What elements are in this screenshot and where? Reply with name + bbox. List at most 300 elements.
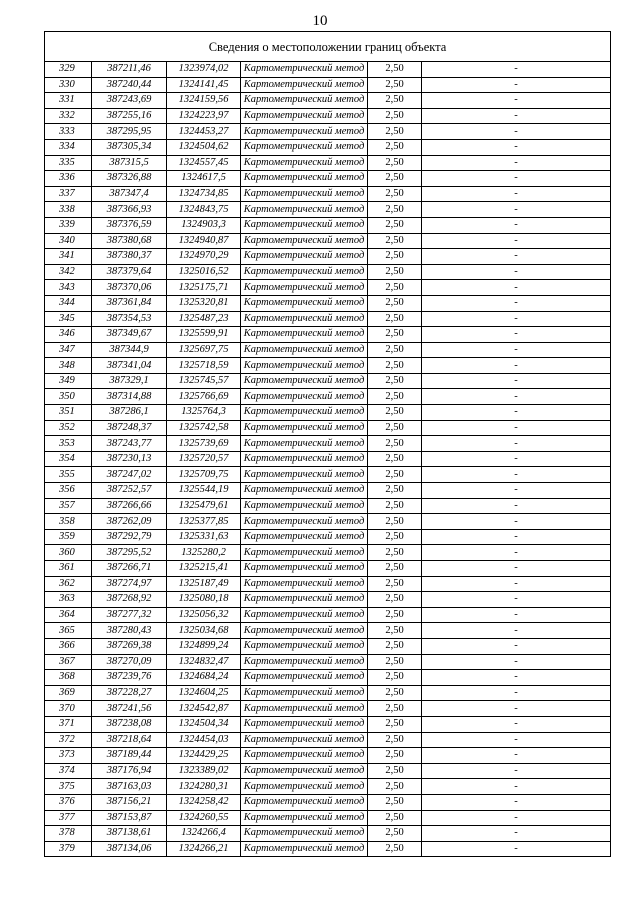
accuracy-cell: 2,50 [368, 108, 422, 124]
x-coordinate-cell: 387380,68 [92, 233, 167, 249]
method-cell: Картометрический метод [241, 451, 368, 467]
x-coordinate-cell: 387354,53 [92, 311, 167, 327]
point-number-cell: 358 [45, 514, 92, 530]
y-coordinate-cell: 1324280,31 [167, 779, 241, 795]
method-cell: Картометрический метод [241, 124, 368, 140]
y-coordinate-cell: 1324454,03 [167, 732, 241, 748]
method-cell: Картометрический метод [241, 592, 368, 608]
table-row [45, 93, 611, 109]
y-coordinate-cell: 1325742,58 [167, 420, 241, 436]
table-row [45, 217, 611, 233]
x-coordinate-cell: 387266,66 [92, 498, 167, 514]
accuracy-cell: 2,50 [368, 280, 422, 296]
table-row [45, 108, 611, 124]
method-cell: Картометрический метод [241, 108, 368, 124]
description-cell: - [422, 561, 611, 577]
table-row [45, 358, 611, 374]
x-coordinate-cell: 387274,97 [92, 576, 167, 592]
x-coordinate-cell: 387252,57 [92, 483, 167, 499]
y-coordinate-cell: 1325697,75 [167, 342, 241, 358]
x-coordinate-cell: 387163,03 [92, 779, 167, 795]
accuracy-cell: 2,50 [368, 607, 422, 623]
table-row [45, 186, 611, 202]
accuracy-cell: 2,50 [368, 576, 422, 592]
description-cell: - [422, 124, 611, 140]
x-coordinate-cell: 387247,02 [92, 467, 167, 483]
method-cell: Картометрический метод [241, 498, 368, 514]
point-number-cell: 348 [45, 358, 92, 374]
section-title: Сведения о местоположении границ объекта [45, 32, 611, 62]
description-cell: - [422, 389, 611, 405]
point-number-cell: 346 [45, 327, 92, 343]
point-number-cell: 372 [45, 732, 92, 748]
method-cell: Картометрический метод [241, 748, 368, 764]
x-coordinate-cell: 387238,08 [92, 716, 167, 732]
y-coordinate-cell: 1325016,52 [167, 264, 241, 280]
accuracy-cell: 2,50 [368, 327, 422, 343]
method-cell: Картометрический метод [241, 467, 368, 483]
x-coordinate-cell: 387243,69 [92, 93, 167, 109]
x-coordinate-cell: 387176,94 [92, 763, 167, 779]
table-row [45, 561, 611, 577]
description-cell: - [422, 732, 611, 748]
description-cell: - [422, 217, 611, 233]
method-cell: Картометрический метод [241, 701, 368, 717]
accuracy-cell: 2,50 [368, 638, 422, 654]
y-coordinate-cell: 1324504,62 [167, 139, 241, 155]
accuracy-cell: 2,50 [368, 342, 422, 358]
y-coordinate-cell: 1325056,32 [167, 607, 241, 623]
y-coordinate-cell: 1325034,68 [167, 623, 241, 639]
description-cell: - [422, 77, 611, 93]
accuracy-cell: 2,50 [368, 841, 422, 857]
accuracy-cell: 2,50 [368, 93, 422, 109]
accuracy-cell: 2,50 [368, 763, 422, 779]
x-coordinate-cell: 387277,32 [92, 607, 167, 623]
point-number-cell: 361 [45, 561, 92, 577]
point-number-cell: 333 [45, 124, 92, 140]
accuracy-cell: 2,50 [368, 124, 422, 140]
table-row [45, 139, 611, 155]
description-cell: - [422, 249, 611, 265]
table-row [45, 514, 611, 530]
x-coordinate-cell: 387156,21 [92, 794, 167, 810]
y-coordinate-cell: 1325280,2 [167, 545, 241, 561]
point-number-cell: 341 [45, 249, 92, 265]
point-number-cell: 369 [45, 685, 92, 701]
method-cell: Картометрический метод [241, 763, 368, 779]
x-coordinate-cell: 387255,16 [92, 108, 167, 124]
table-row [45, 77, 611, 93]
description-cell: - [422, 810, 611, 826]
method-cell: Картометрический метод [241, 670, 368, 686]
x-coordinate-cell: 387280,43 [92, 623, 167, 639]
point-number-cell: 366 [45, 638, 92, 654]
y-coordinate-cell: 1325764,3 [167, 405, 241, 421]
method-cell: Картометрический метод [241, 358, 368, 374]
point-number-cell: 334 [45, 139, 92, 155]
accuracy-cell: 2,50 [368, 405, 422, 421]
table-row [45, 670, 611, 686]
table-row [45, 779, 611, 795]
y-coordinate-cell: 1325331,63 [167, 529, 241, 545]
table-row [45, 249, 611, 265]
accuracy-cell: 2,50 [368, 155, 422, 171]
method-cell: Картометрический метод [241, 716, 368, 732]
y-coordinate-cell: 1323974,02 [167, 62, 241, 78]
x-coordinate-cell: 387239,76 [92, 670, 167, 686]
method-cell: Картометрический метод [241, 139, 368, 155]
x-coordinate-cell: 387268,92 [92, 592, 167, 608]
y-coordinate-cell: 1324734,85 [167, 186, 241, 202]
point-number-cell: 342 [45, 264, 92, 280]
point-number-cell: 345 [45, 311, 92, 327]
y-coordinate-cell: 1325215,41 [167, 561, 241, 577]
method-cell: Картометрический метод [241, 732, 368, 748]
accuracy-cell: 2,50 [368, 748, 422, 764]
x-coordinate-cell: 387315,5 [92, 155, 167, 171]
y-coordinate-cell: 1325544,19 [167, 483, 241, 499]
accuracy-cell: 2,50 [368, 233, 422, 249]
table-row [45, 607, 611, 623]
accuracy-cell: 2,50 [368, 483, 422, 499]
table-row [45, 748, 611, 764]
x-coordinate-cell: 387211,46 [92, 62, 167, 78]
accuracy-cell: 2,50 [368, 794, 422, 810]
description-cell: - [422, 529, 611, 545]
point-number-cell: 352 [45, 420, 92, 436]
accuracy-cell: 2,50 [368, 654, 422, 670]
point-number-cell: 371 [45, 716, 92, 732]
x-coordinate-cell: 387305,34 [92, 139, 167, 155]
y-coordinate-cell: 1324504,34 [167, 716, 241, 732]
table-row [45, 389, 611, 405]
description-cell: - [422, 420, 611, 436]
y-coordinate-cell: 1324141,45 [167, 77, 241, 93]
point-number-cell: 354 [45, 451, 92, 467]
description-cell: - [422, 607, 611, 623]
accuracy-cell: 2,50 [368, 62, 422, 78]
point-number-cell: 379 [45, 841, 92, 857]
accuracy-cell: 2,50 [368, 264, 422, 280]
accuracy-cell: 2,50 [368, 77, 422, 93]
method-cell: Картометрический метод [241, 623, 368, 639]
method-cell: Картометрический метод [241, 327, 368, 343]
description-cell: - [422, 701, 611, 717]
table-body [45, 62, 611, 857]
description-cell: - [422, 545, 611, 561]
y-coordinate-cell: 1324542,87 [167, 701, 241, 717]
x-coordinate-cell: 387270,09 [92, 654, 167, 670]
x-coordinate-cell: 387228,27 [92, 685, 167, 701]
y-coordinate-cell: 1324970,29 [167, 249, 241, 265]
method-cell: Картометрический метод [241, 62, 368, 78]
table-row [45, 592, 611, 608]
table-row [45, 467, 611, 483]
point-number-cell: 363 [45, 592, 92, 608]
x-coordinate-cell: 387230,13 [92, 451, 167, 467]
description-cell: - [422, 623, 611, 639]
y-coordinate-cell: 1325745,57 [167, 373, 241, 389]
page-number: 10 [312, 13, 328, 29]
description-cell: - [422, 467, 611, 483]
y-coordinate-cell: 1324266,21 [167, 841, 241, 857]
accuracy-cell: 2,50 [368, 561, 422, 577]
y-coordinate-cell: 1325709,75 [167, 467, 241, 483]
point-number-cell: 377 [45, 810, 92, 826]
point-number-cell: 355 [45, 467, 92, 483]
description-cell: - [422, 451, 611, 467]
table-row [45, 420, 611, 436]
method-cell: Картометрический метод [241, 155, 368, 171]
y-coordinate-cell: 1324260,55 [167, 810, 241, 826]
x-coordinate-cell: 387326,88 [92, 171, 167, 187]
method-cell: Картометрический метод [241, 514, 368, 530]
description-cell: - [422, 62, 611, 78]
description-cell: - [422, 358, 611, 374]
accuracy-cell: 2,50 [368, 217, 422, 233]
table-row [45, 701, 611, 717]
table-row [45, 638, 611, 654]
method-cell: Картометрический метод [241, 826, 368, 842]
description-cell: - [422, 779, 611, 795]
point-number-cell: 359 [45, 529, 92, 545]
method-cell: Картометрический метод [241, 576, 368, 592]
method-cell: Картометрический метод [241, 311, 368, 327]
point-number-cell: 335 [45, 155, 92, 171]
y-coordinate-cell: 1325599,91 [167, 327, 241, 343]
table-row [45, 124, 611, 140]
table-row [45, 451, 611, 467]
table-row [45, 826, 611, 842]
y-coordinate-cell: 1325739,69 [167, 436, 241, 452]
accuracy-cell: 2,50 [368, 545, 422, 561]
point-number-cell: 368 [45, 670, 92, 686]
method-cell: Картометрический метод [241, 373, 368, 389]
table-row [45, 841, 611, 857]
table-row [45, 295, 611, 311]
description-cell: - [422, 186, 611, 202]
table-row [45, 171, 611, 187]
method-cell: Картометрический метод [241, 171, 368, 187]
point-number-cell: 376 [45, 794, 92, 810]
x-coordinate-cell: 387349,67 [92, 327, 167, 343]
accuracy-cell: 2,50 [368, 529, 422, 545]
y-coordinate-cell: 1324266,4 [167, 826, 241, 842]
method-cell: Картометрический метод [241, 420, 368, 436]
x-coordinate-cell: 387329,1 [92, 373, 167, 389]
point-number-cell: 370 [45, 701, 92, 717]
accuracy-cell: 2,50 [368, 171, 422, 187]
x-coordinate-cell: 387379,64 [92, 264, 167, 280]
method-cell: Картометрический метод [241, 295, 368, 311]
y-coordinate-cell: 1325187,49 [167, 576, 241, 592]
description-cell: - [422, 654, 611, 670]
y-coordinate-cell: 1324159,56 [167, 93, 241, 109]
x-coordinate-cell: 387295,95 [92, 124, 167, 140]
description-cell: - [422, 576, 611, 592]
point-number-cell: 338 [45, 202, 92, 218]
accuracy-cell: 2,50 [368, 202, 422, 218]
description-cell: - [422, 155, 611, 171]
description-cell: - [422, 108, 611, 124]
table-row [45, 62, 611, 78]
point-number-cell: 349 [45, 373, 92, 389]
table-row [45, 327, 611, 343]
accuracy-cell: 2,50 [368, 670, 422, 686]
description-cell: - [422, 763, 611, 779]
y-coordinate-cell: 1324903,3 [167, 217, 241, 233]
method-cell: Картометрический метод [241, 249, 368, 265]
accuracy-cell: 2,50 [368, 311, 422, 327]
description-cell: - [422, 405, 611, 421]
table-row [45, 280, 611, 296]
method-cell: Картометрический метод [241, 233, 368, 249]
table-row [45, 794, 611, 810]
x-coordinate-cell: 387218,64 [92, 732, 167, 748]
table-row [45, 373, 611, 389]
x-coordinate-cell: 387286,1 [92, 405, 167, 421]
description-cell: - [422, 514, 611, 530]
table-row [45, 576, 611, 592]
y-coordinate-cell: 1325487,23 [167, 311, 241, 327]
x-coordinate-cell: 387269,38 [92, 638, 167, 654]
x-coordinate-cell: 387370,06 [92, 280, 167, 296]
table-row [45, 342, 611, 358]
accuracy-cell: 2,50 [368, 732, 422, 748]
point-number-cell: 330 [45, 77, 92, 93]
y-coordinate-cell: 1324617,5 [167, 171, 241, 187]
method-cell: Картометрический метод [241, 280, 368, 296]
description-cell: - [422, 841, 611, 857]
method-cell: Картометрический метод [241, 202, 368, 218]
y-coordinate-cell: 1324604,25 [167, 685, 241, 701]
accuracy-cell: 2,50 [368, 810, 422, 826]
point-number-cell: 347 [45, 342, 92, 358]
boundary-coordinates-table [44, 31, 611, 857]
description-cell: - [422, 716, 611, 732]
y-coordinate-cell: 1323389,02 [167, 763, 241, 779]
y-coordinate-cell: 1325080,18 [167, 592, 241, 608]
y-coordinate-cell: 1324940,87 [167, 233, 241, 249]
table-row [45, 763, 611, 779]
accuracy-cell: 2,50 [368, 451, 422, 467]
method-cell: Картометрический метод [241, 342, 368, 358]
point-number-cell: 373 [45, 748, 92, 764]
y-coordinate-cell: 1324453,27 [167, 124, 241, 140]
x-coordinate-cell: 387243,77 [92, 436, 167, 452]
description-cell: - [422, 93, 611, 109]
method-cell: Картометрический метод [241, 483, 368, 499]
accuracy-cell: 2,50 [368, 779, 422, 795]
x-coordinate-cell: 387376,59 [92, 217, 167, 233]
method-cell: Картометрический метод [241, 607, 368, 623]
table-row [45, 233, 611, 249]
y-coordinate-cell: 1325377,85 [167, 514, 241, 530]
y-coordinate-cell: 1324684,24 [167, 670, 241, 686]
method-cell: Картометрический метод [241, 561, 368, 577]
method-cell: Картометрический метод [241, 810, 368, 826]
point-number-cell: 353 [45, 436, 92, 452]
accuracy-cell: 2,50 [368, 358, 422, 374]
y-coordinate-cell: 1325720,57 [167, 451, 241, 467]
x-coordinate-cell: 387138,61 [92, 826, 167, 842]
method-cell: Картометрический метод [241, 436, 368, 452]
x-coordinate-cell: 387292,79 [92, 529, 167, 545]
accuracy-cell: 2,50 [368, 716, 422, 732]
point-number-cell: 375 [45, 779, 92, 795]
description-cell: - [422, 498, 611, 514]
accuracy-cell: 2,50 [368, 373, 422, 389]
description-cell: - [422, 342, 611, 358]
accuracy-cell: 2,50 [368, 420, 422, 436]
y-coordinate-cell: 1325175,71 [167, 280, 241, 296]
x-coordinate-cell: 387189,44 [92, 748, 167, 764]
method-cell: Картометрический метод [241, 545, 368, 561]
x-coordinate-cell: 387347,4 [92, 186, 167, 202]
y-coordinate-cell: 1325320,81 [167, 295, 241, 311]
method-cell: Картометрический метод [241, 779, 368, 795]
x-coordinate-cell: 387153,87 [92, 810, 167, 826]
point-number-cell: 329 [45, 62, 92, 78]
x-coordinate-cell: 387262,09 [92, 514, 167, 530]
table-row [45, 545, 611, 561]
point-number-cell: 339 [45, 217, 92, 233]
table-row [45, 155, 611, 171]
x-coordinate-cell: 387366,93 [92, 202, 167, 218]
description-cell: - [422, 436, 611, 452]
description-cell: - [422, 483, 611, 499]
x-coordinate-cell: 387380,37 [92, 249, 167, 265]
point-number-cell: 364 [45, 607, 92, 623]
y-coordinate-cell: 1324832,47 [167, 654, 241, 670]
description-cell: - [422, 670, 611, 686]
y-coordinate-cell: 1324557,45 [167, 155, 241, 171]
method-cell: Картометрический метод [241, 405, 368, 421]
table-row [45, 405, 611, 421]
description-cell: - [422, 295, 611, 311]
table-row [45, 529, 611, 545]
x-coordinate-cell: 387295,52 [92, 545, 167, 561]
point-number-cell: 367 [45, 654, 92, 670]
accuracy-cell: 2,50 [368, 139, 422, 155]
table-row [45, 264, 611, 280]
description-cell: - [422, 139, 611, 155]
y-coordinate-cell: 1325718,59 [167, 358, 241, 374]
y-coordinate-cell: 1324899,24 [167, 638, 241, 654]
method-cell: Картометрический метод [241, 264, 368, 280]
x-coordinate-cell: 387248,37 [92, 420, 167, 436]
description-cell: - [422, 638, 611, 654]
point-number-cell: 337 [45, 186, 92, 202]
table-row [45, 685, 611, 701]
point-number-cell: 365 [45, 623, 92, 639]
method-cell: Картометрический метод [241, 529, 368, 545]
x-coordinate-cell: 387314,88 [92, 389, 167, 405]
table-row [45, 498, 611, 514]
description-cell: - [422, 748, 611, 764]
description-cell: - [422, 311, 611, 327]
point-number-cell: 362 [45, 576, 92, 592]
point-number-cell: 357 [45, 498, 92, 514]
table-row [45, 716, 611, 732]
point-number-cell: 340 [45, 233, 92, 249]
point-number-cell: 351 [45, 405, 92, 421]
description-cell: - [422, 233, 611, 249]
accuracy-cell: 2,50 [368, 701, 422, 717]
point-number-cell: 374 [45, 763, 92, 779]
table-row [45, 436, 611, 452]
